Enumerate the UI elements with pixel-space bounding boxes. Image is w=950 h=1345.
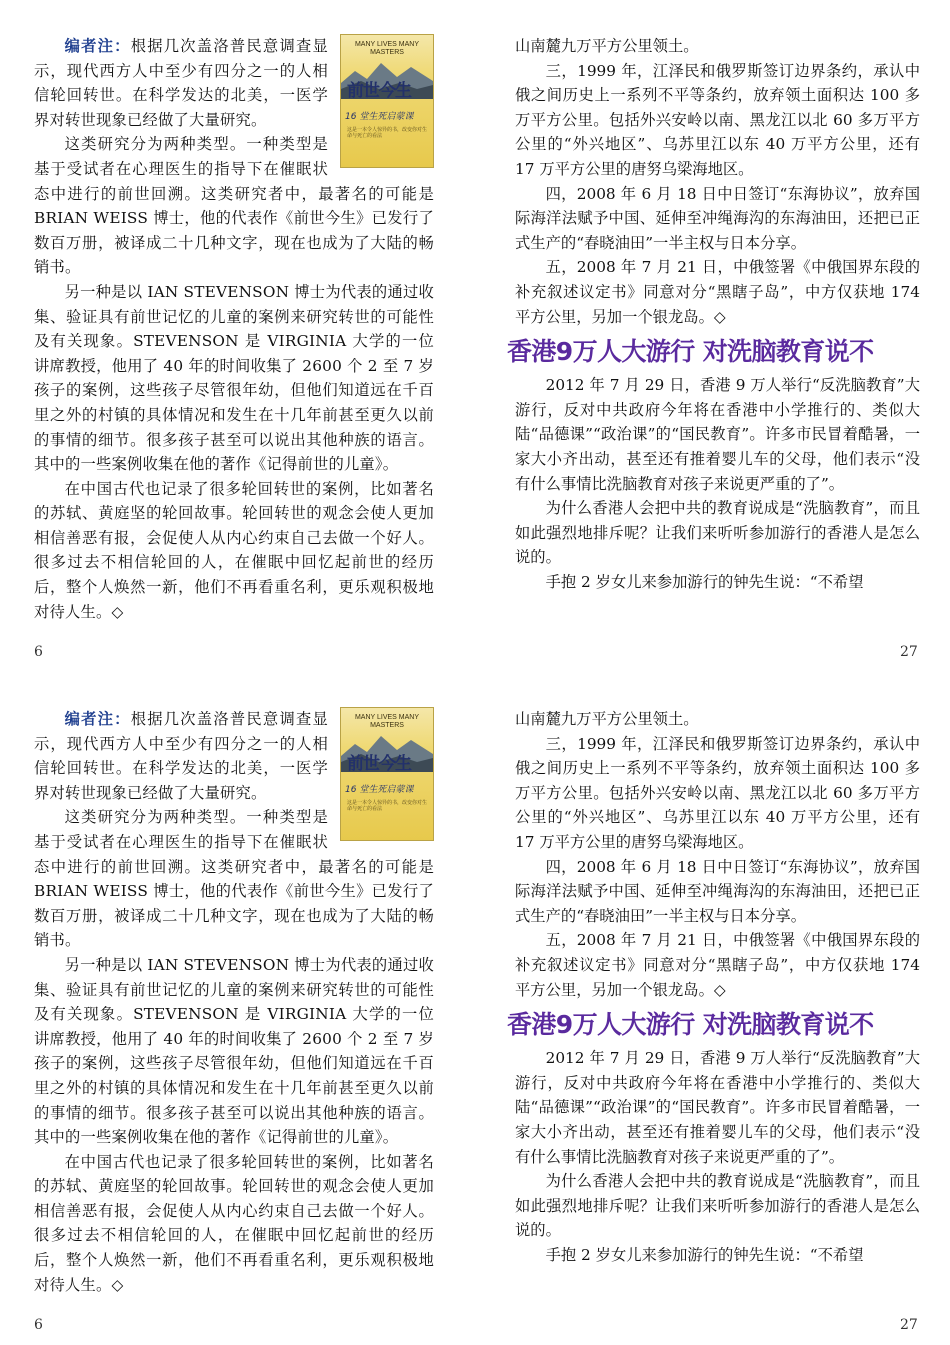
book-cover-image — [340, 707, 434, 841]
body-paragraph: 四，2008 年 6 月 18 日中日签订“东海协议”，放弃国际海洋法赋予中国、延伸至冲绳海沟的东海油田，还把已正式生产的“春晓油田”一半主权与日本分享。 — [515, 184, 920, 252]
book-cover-blurb: 这是一本令人惊异的书，改变你对生命与死亡的看法 — [347, 127, 428, 139]
body-paragraph: 这类研究分为两种类型。一种类型是基于受试者在心理医生的指导下在催眠状态中进行的前世回溯。这类研究者中，最著名的可能是 BRIAN WEISS 博士，他的代表作《前世今生》已发行了数百万册，被译成二十几种文字，现在也成为了大陆的畅销书。 — [34, 808, 434, 950]
right-page-column — [507, 707, 920, 1267]
left-page-column — [34, 34, 434, 624]
page-number-left: 6 — [34, 644, 43, 660]
body-paragraph: 山南麓九万平方公里领土。 — [515, 710, 699, 728]
body-paragraph: 另一种是以 IAN STEVENSON 博士为代表的通过收集、验证具有前世记忆的儿童的案例来研究转世的可能性及有关现象。STEVENSON 是 VIRGINIA 大学的一位讲席教授，他用了 40 年的时间收集了 2600 个 2 至 7 岁孩子的案例，这些孩子尽管很年幼，但他们知道远在千百里之外的村镇的具体情况和发生在十几年前甚至更久以前的事情的细节。很多孩子甚至可以说出其他种族的语言。其中的一些案例收集在他的著作《记得前世的儿童》。 — [34, 282, 434, 474]
body-paragraph: 山南麓九万平方公里领土。 — [515, 37, 699, 55]
page-number-left: 6 — [34, 1317, 43, 1333]
book-cover-image — [340, 34, 434, 168]
body-paragraph: 这类研究分为两种类型。一种类型是基于受试者在心理医生的指导下在催眠状态中进行的前世回溯。这类研究者中，最著名的可能是 BRIAN WEISS 博士，他的代表作《前世今生》已发行了数百万册，被译成二十几种文字，现在也成为了大陆的畅销书。 — [34, 135, 434, 277]
editor-note-label: 编者注： — [64, 37, 131, 55]
book-cover-chinese-title: 前世今生 — [347, 754, 411, 774]
body-paragraph: 为什么香港人会把中共的教育说成是“洗脑教育”，而且如此强烈地排斥呢？让我们来听听参加游行的香港人是怎么说的。 — [515, 499, 920, 567]
body-paragraph: 手抱 2 岁女儿来参加游行的钟先生说：“不希望 — [545, 572, 864, 591]
editor-note-label: 编者注： — [64, 710, 131, 728]
body-paragraph: 四，2008 年 6 月 18 日中日签订“东海协议”，放弃国际海洋法赋予中国、延伸至冲绳海沟的东海油田，还把已正式生产的“春晓油田”一半主权与日本分享。 — [515, 857, 920, 925]
left-page-column — [34, 707, 434, 1297]
book-cover-blurb: 这是一本令人惊异的书，改变你对生命与死亡的看法 — [347, 800, 428, 812]
body-paragraph: 为什么香港人会把中共的教育说成是“洗脑教育”，而且如此强烈地排斥呢？让我们来听听参加游行的香港人是怎么说的。 — [515, 1172, 920, 1240]
right-page-column — [507, 34, 920, 594]
editor-note-text: 根据几次盖洛普民意调查显示，现代西方人中至少有四分之一的人相信轮回转世。在科学发达的北美，一医学界对转世现象已经做了大量研究。 — [34, 710, 328, 802]
page-number-right: 27 — [900, 644, 918, 660]
body-paragraph: 三，1999 年，江泽民和俄罗斯签订边界条约，承认中俄之间历史上一系列不平等条约，放弃领土面积达 100 多万平方公里。包括外兴安岭以南、黑龙江以北 60 多万平方公里的“外兴地区”、乌苏里江以东 40 万平方公里，还有 17 万平方公里的唐努乌梁海地区。 — [515, 734, 920, 851]
editor-note-text: 根据几次盖洛普民意调查显示，现代西方人中至少有四分之一的人相信轮回转世。在科学发达的北美，一医学界对转世现象已经做了大量研究。 — [34, 37, 328, 129]
page-spread-top — [0, 0, 950, 672]
body-paragraph: 2012 年 7 月 29 日，香港 9 万人举行“反洗脑教育”大游行，反对中共政府今年将在香港中小学推行的、类似大陆“品德课”“政治课”的“国民教育”。许多市民冒着酷暑，一家大小齐出动，甚至还有推着婴儿车的父母，他们表示“没有什么事情比洗脑教育对孩子来说更严重的了”。 — [515, 376, 920, 493]
article-headline: 香港9万人大游行 对洗脑教育说不 — [507, 337, 874, 367]
article-headline: 香港9万人大游行 对洗脑教育说不 — [507, 1010, 874, 1040]
body-paragraph: 另一种是以 IAN STEVENSON 博士为代表的通过收集、验证具有前世记忆的儿童的案例来研究转世的可能性及有关现象。STEVENSON 是 VIRGINIA 大学的一位讲席教授，他用了 40 年的时间收集了 2600 个 2 至 7 岁孩子的案例，这些孩子尽管很年幼，但他们知道远在千百里之外的村镇的具体情况和发生在十几年前甚至更久以前的事情的细节。很多孩子甚至可以说出其他种族的语言。其中的一些案例收集在他的著作《记得前世的儿童》。 — [34, 955, 434, 1147]
book-cover-english-title: MANY LIVES MANY MASTERS — [354, 41, 420, 56]
page-spread-bottom — [0, 673, 950, 1345]
body-paragraph: 三，1999 年，江泽民和俄罗斯签订边界条约，承认中俄之间历史上一系列不平等条约，放弃领土面积达 100 多万平方公里。包括外兴安岭以南、黑龙江以北 60 多万平方公里的“外兴地区”、乌苏里江以东 40 万平方公里，还有 17 万平方公里的唐努乌梁海地区。 — [515, 61, 920, 178]
body-paragraph: 在中国古代也记录了很多轮回转世的案例，比如著名的苏轼、黄庭坚的轮回故事。轮回转世的观念会使人更加相信善恶有报，会促使人从内心约束自己去做一个好人。很多过去不相信轮回的人，在催眠中回忆起前世的经历后，整个人焕然一新，他们不再看重名利，更乐观积极地对待人生。◇ — [34, 479, 434, 621]
book-cover-subtitle: 16 堂生死启蒙课 — [345, 112, 414, 122]
body-paragraph: 在中国古代也记录了很多轮回转世的案例，比如著名的苏轼、黄庭坚的轮回故事。轮回转世的观念会使人更加相信善恶有报，会促使人从内心约束自己去做一个好人。很多过去不相信轮回的人，在催眠中回忆起前世的经历后，整个人焕然一新，他们不再看重名利，更乐观积极地对待人生。◇ — [34, 1152, 434, 1294]
book-cover-english-title: MANY LIVES MANY MASTERS — [354, 714, 420, 729]
book-cover-subtitle: 16 堂生死启蒙课 — [345, 785, 414, 795]
book-cover-chinese-title: 前世今生 — [347, 81, 411, 101]
body-paragraph: 2012 年 7 月 29 日，香港 9 万人举行“反洗脑教育”大游行，反对中共政府今年将在香港中小学推行的、类似大陆“品德课”“政治课”的“国民教育”。许多市民冒着酷暑，一家大小齐出动，甚至还有推着婴儿车的父母，他们表示“没有什么事情比洗脑教育对孩子来说更严重的了”。 — [515, 1049, 920, 1166]
body-paragraph: 手抱 2 岁女儿来参加游行的钟先生说：“不希望 — [545, 1245, 864, 1264]
page-number-right: 27 — [900, 1317, 918, 1333]
body-paragraph: 五，2008 年 7 月 21 日，中俄签署《中俄国界东段的补充叙述议定书》同意对分“黑瞎子岛”，中方仅获地 174 平方公里，另加一个银龙岛。◇ — [515, 931, 920, 999]
body-paragraph: 五，2008 年 7 月 21 日，中俄签署《中俄国界东段的补充叙述议定书》同意对分“黑瞎子岛”，中方仅获地 174 平方公里，另加一个银龙岛。◇ — [515, 258, 920, 326]
